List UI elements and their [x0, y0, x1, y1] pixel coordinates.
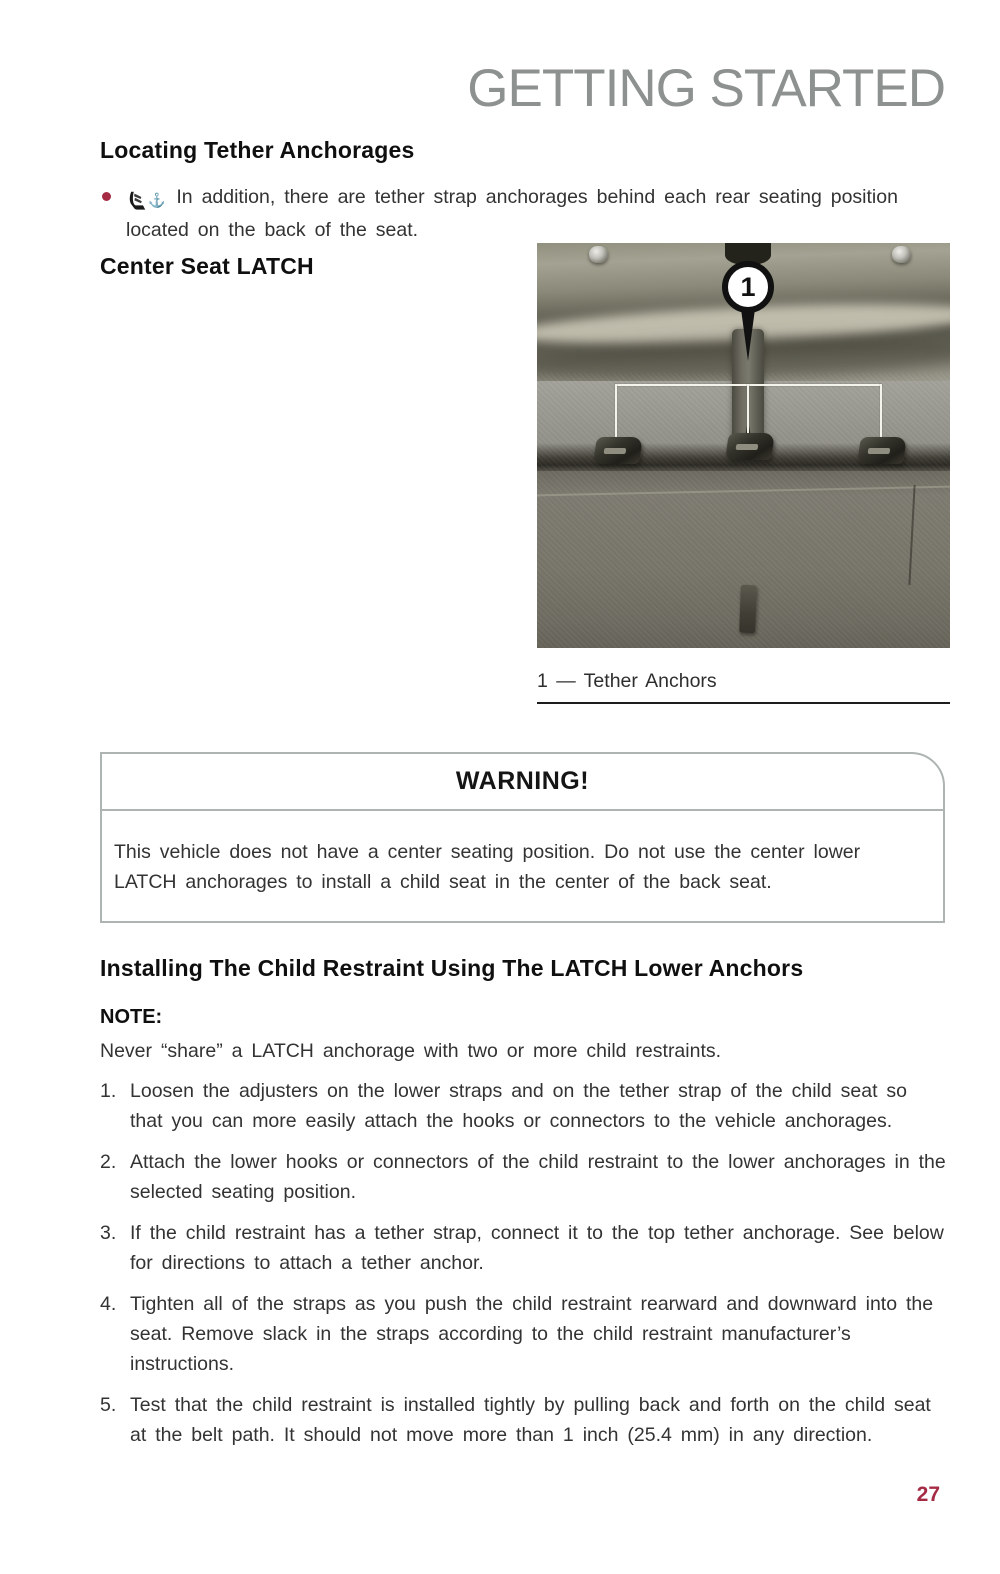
heading-locating-tether-anchorages: Locating Tether Anchorages: [100, 137, 415, 163]
cargo-area-photo: [537, 243, 950, 648]
page-number: 27: [916, 1483, 940, 1506]
callout-tail: [741, 309, 755, 361]
callout-balloon: [722, 261, 774, 313]
step-text: If the child restraint has a tether strap, connect it to the top tether anchorage. See below for directions to attach a tether anchor.: [130, 1222, 944, 1274]
heading-center-seat-latch: Center Seat LATCH: [100, 253, 314, 279]
step-item-4: [100, 1289, 948, 1379]
warning-header: [102, 754, 943, 811]
note-text: Never “share” a LATCH anchorage with two or more child restraints.: [100, 1040, 722, 1062]
step-number: 2.: [100, 1151, 117, 1173]
heading-installing-child-restraint: Installing The Child Restraint Using The LATCH Lower Anchors: [100, 955, 804, 981]
headrest-post-right: [892, 246, 911, 263]
bullet-paragraph: [100, 182, 928, 245]
tether-anchor-left: [593, 437, 643, 464]
floor-latch-handle: [739, 585, 757, 634]
warning-body: This vehicle does not have a center seating position. Do not use the center lower LATCH anchorages to install a child seat in the center of the back seat.: [114, 841, 861, 893]
step-text: Test that the child restraint is installed tightly by pulling back and forth on the child seat at the belt path. It should not move more than 1 inch (25.4 mm) in any direction.: [130, 1394, 931, 1446]
step-number: 1.: [100, 1080, 117, 1102]
step-number: 5.: [100, 1394, 117, 1416]
step-text: Attach the lower hooks or connectors of the child restraint to the lower anchorages in the selected seating position.: [130, 1151, 946, 1203]
step-item-3: [100, 1218, 948, 1278]
bullet-dot: [102, 192, 111, 201]
bullet-text: In addition, there are tether strap anchorages behind each rear seating position located on the back of the seat.: [126, 186, 898, 241]
anchor-icon: ⚓: [148, 192, 166, 208]
step-item-5: [100, 1390, 948, 1450]
figure-caption: 1 — Tether Anchors: [537, 670, 950, 704]
step-number: 4.: [100, 1293, 117, 1315]
tether-anchors-figure: [537, 243, 950, 704]
step-number: 3.: [100, 1222, 117, 1244]
step-item-1: [100, 1076, 948, 1136]
callout-number: 1: [740, 271, 756, 302]
page-title: GETTING STARTED: [467, 59, 945, 118]
tether-anchor-right: [857, 437, 907, 464]
step-text: Loosen the adjusters on the lower straps and on the tether strap of the child seat so that you can more easily attach the hooks or connectors to the vehicle anchorages.: [130, 1080, 908, 1132]
step-item-2: [100, 1147, 948, 1207]
tether-anchor-center: [725, 433, 775, 460]
warning-title: WARNING!: [455, 767, 590, 795]
headrest-post-left: [589, 246, 608, 263]
installation-steps-list: [100, 1076, 948, 1461]
warning-box: [100, 752, 945, 923]
note-label: NOTE:: [100, 1006, 163, 1028]
child-seat-anchor-icon: [126, 185, 165, 215]
step-text: Tighten all of the straps as you push the child restraint rearward and downward into the seat. Remove slack in the straps according to the child restraint manufacturer’s instructions.: [130, 1293, 934, 1375]
